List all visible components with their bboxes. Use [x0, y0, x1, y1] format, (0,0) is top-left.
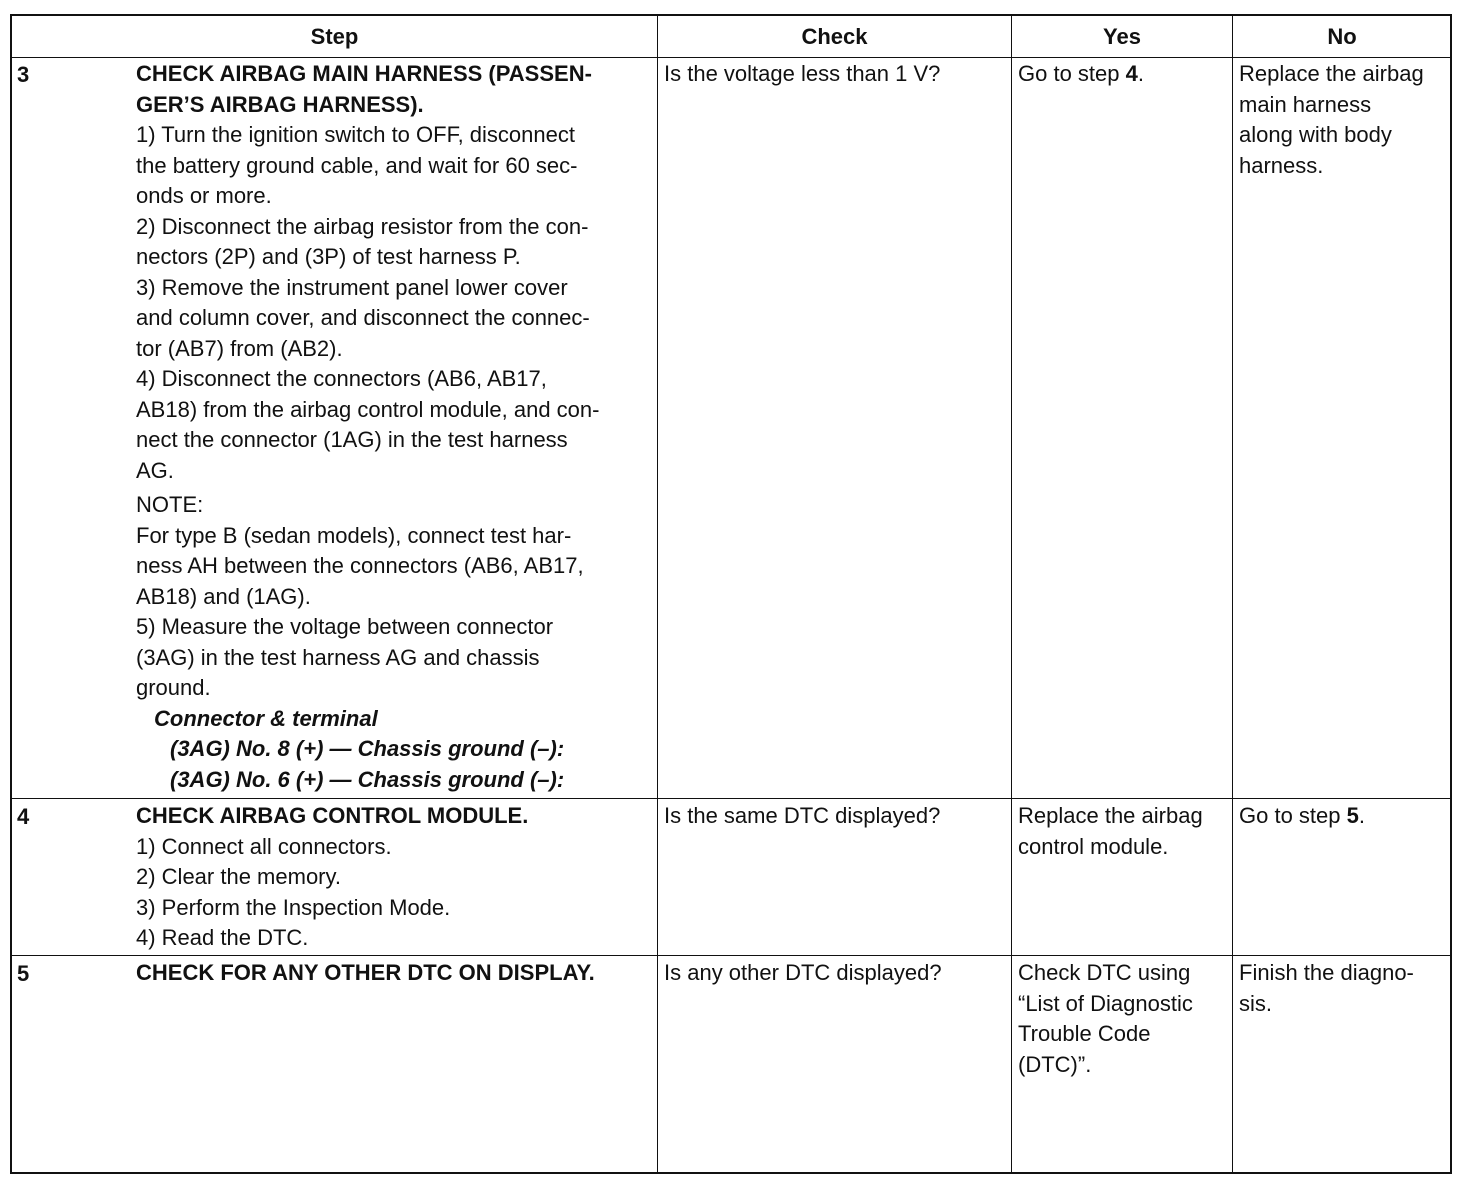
no-action-line: Finish the diagno- [1239, 960, 1414, 985]
step-number: 4 [17, 804, 30, 829]
check-question: Is any other DTC displayed? [664, 960, 942, 985]
yes-action-line: “List of Diagnostic [1018, 990, 1193, 1016]
step-title: CHECK AIRBAG CONTROL MODULE. [136, 803, 529, 828]
instruction-line: the battery ground cable, and wait for 60 sec- [136, 152, 578, 178]
instruction-line: onds or more. [136, 183, 272, 208]
col-divider-check [657, 14, 658, 1174]
instruction-line: 1) Connect all connectors. [136, 833, 392, 859]
header-yes: Yes [1103, 24, 1141, 49]
instruction-line: 2) Clear the memory. [136, 864, 341, 889]
instruction-line: (3AG) in the test harness AG and chassis [136, 644, 540, 670]
note-line: AB18) and (1AG). [136, 583, 311, 609]
row-divider-3 [10, 798, 1452, 799]
instruction-line: 1) Turn the ignition switch to OFF, disconnect [136, 122, 575, 147]
instruction-line: AG. [136, 457, 174, 483]
note-label: NOTE: [136, 492, 204, 517]
spec-line: (3AG) No. 8 (+) — Chassis ground (–): [170, 736, 565, 761]
instruction-line: and column cover, and disconnect the connec- [136, 305, 590, 330]
no-action-line: harness. [1239, 152, 1324, 178]
yes-action-suffix: . [1137, 61, 1144, 86]
yes-action-line: Trouble Code [1018, 1021, 1151, 1046]
instruction-line: 4) Read the DTC. [136, 925, 309, 950]
check-question: Is the same DTC displayed? [664, 803, 941, 828]
check-question: Is the voltage less than 1 V? [664, 61, 941, 86]
step-title: CHECK FOR ANY OTHER DTC ON DISPLAY. [136, 960, 595, 985]
col-divider-no [1232, 14, 1233, 1174]
no-action-line: sis. [1239, 990, 1272, 1016]
row-divider-header [10, 57, 1452, 58]
instruction-line: AB18) from the airbag control module, and con- [136, 396, 600, 422]
yes-action-line: control module. [1018, 833, 1169, 859]
instruction-line: 3) Remove the instrument panel lower cover [136, 274, 568, 300]
yes-action-line: (DTC)”. [1018, 1051, 1092, 1077]
header-no: No [1327, 24, 1357, 49]
spec-line: (3AG) No. 6 (+) — Chassis ground (–): [170, 766, 565, 792]
no-action-prefix: Go to step [1239, 803, 1347, 828]
note-line: For type B (sedan models), connect test har- [136, 522, 572, 548]
instruction-line: nect the connector (1AG) in the test harness [136, 427, 568, 452]
step-title: GER’S AIRBAG HARNESS). [136, 91, 424, 117]
instruction-line: 5) Measure the voltage between connector [136, 614, 554, 639]
no-action-line: main harness [1239, 91, 1372, 117]
spec-title: Connector & terminal [154, 705, 378, 731]
header-step: Step [310, 24, 359, 49]
instruction-line: tor (AB7) from (AB2). [136, 335, 343, 361]
header-check: Check [801, 24, 868, 49]
yes-action-line: Replace the airbag [1018, 803, 1203, 828]
no-action-suffix: . [1358, 803, 1365, 828]
note-line: ness AH between the connectors (AB6, AB17, [136, 553, 584, 578]
no-action-line: Replace the airbag [1239, 61, 1424, 86]
yes-action-line: Check DTC using [1018, 960, 1191, 985]
instruction-line: 2) Disconnect the airbag resistor from the con- [136, 213, 589, 239]
step-number: 5 [17, 961, 30, 986]
instruction-line: nectors (2P) and (3P) of test harness P. [136, 244, 521, 269]
row-divider-4 [10, 955, 1452, 956]
yes-step-ref: 4 [1125, 61, 1138, 86]
no-step-ref: 5 [1346, 803, 1359, 828]
no-action [1239, 801, 1365, 832]
col-divider-yes [1011, 14, 1012, 1174]
instruction-line: ground. [136, 675, 211, 700]
step-title: CHECK AIRBAG MAIN HARNESS (PASSEN- [136, 61, 592, 86]
instruction-line: 4) Disconnect the connectors (AB6, AB17, [136, 366, 547, 391]
yes-action-prefix: Go to step [1018, 61, 1126, 86]
no-action-line: along with body [1239, 122, 1392, 147]
step-number: 3 [17, 62, 30, 87]
instruction-line: 3) Perform the Inspection Mode. [136, 894, 451, 920]
yes-action [1018, 59, 1144, 90]
